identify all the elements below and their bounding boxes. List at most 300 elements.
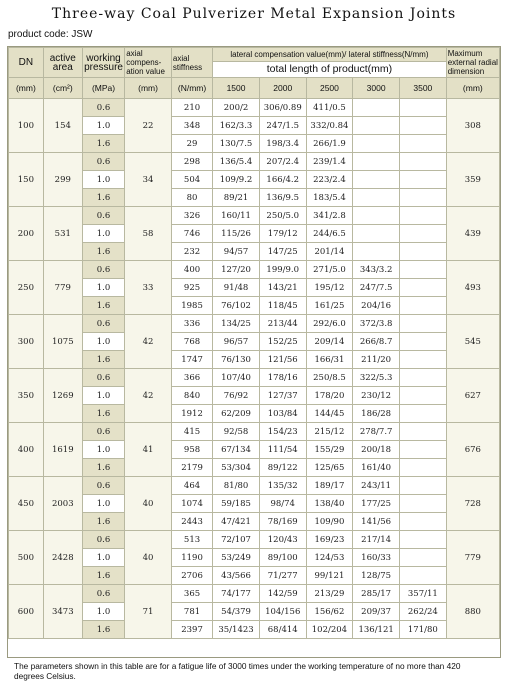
lateral-cell xyxy=(399,459,446,477)
pressure-cell: 1.6 xyxy=(82,459,124,477)
unit-pressure: (MPa) xyxy=(82,78,124,99)
table-row xyxy=(9,207,500,225)
pressure-cell: 0.6 xyxy=(82,315,124,333)
lateral-cell: 341/2.8 xyxy=(306,207,353,225)
axial-comp-cell: 42 xyxy=(125,369,172,423)
lateral-cell xyxy=(399,549,446,567)
lateral-cell xyxy=(399,477,446,495)
radial-cell: 676 xyxy=(446,423,499,477)
lateral-cell: 125/65 xyxy=(306,459,353,477)
footnote: The parameters shown in this table are for a fatigue life of 3000 times under the working temperature of no more than 420 degrees Celsius. xyxy=(14,661,461,681)
pressure-cell: 1.0 xyxy=(82,171,124,189)
lateral-cell: 91/48 xyxy=(213,279,260,297)
lateral-cell xyxy=(399,405,446,423)
lateral-cell: 160/33 xyxy=(353,549,400,567)
lateral-cell: 155/29 xyxy=(306,441,353,459)
pressure-cell: 1.6 xyxy=(82,351,124,369)
lateral-cell: 357/11 xyxy=(399,585,446,603)
lateral-cell: 47/421 xyxy=(213,513,260,531)
lateral-cell: 127/20 xyxy=(213,261,260,279)
lateral-cell: 198/3.4 xyxy=(259,135,306,153)
lateral-cell: 107/40 xyxy=(213,369,260,387)
dn-cell: 350 xyxy=(9,369,44,423)
lateral-cell xyxy=(399,243,446,261)
lateral-cell: 96/57 xyxy=(213,333,260,351)
lateral-cell: 76/102 xyxy=(213,297,260,315)
axial-stiffness-cell: 746 xyxy=(171,225,212,243)
lateral-cell xyxy=(399,153,446,171)
lateral-cell: 217/14 xyxy=(353,531,400,549)
lateral-cell: 89/21 xyxy=(213,189,260,207)
lateral-cell xyxy=(353,99,400,117)
lateral-cell xyxy=(353,189,400,207)
lateral-cell xyxy=(399,225,446,243)
table-row xyxy=(9,225,500,243)
header-max-radial: Maximum external radial dimension xyxy=(447,49,498,76)
radial-cell: 439 xyxy=(446,207,499,261)
lateral-cell: 35/1423 xyxy=(213,621,260,639)
axial-stiffness-cell: 2706 xyxy=(171,567,212,585)
lateral-cell: 154/23 xyxy=(259,423,306,441)
pressure-cell: 1.6 xyxy=(82,189,124,207)
lateral-cell: 285/17 xyxy=(353,585,400,603)
lateral-cell xyxy=(399,207,446,225)
spec-table-frame xyxy=(7,46,501,658)
axial-stiffness-cell: 1074 xyxy=(171,495,212,513)
lateral-cell: 89/100 xyxy=(259,549,306,567)
table-row xyxy=(9,585,500,603)
lateral-cell: 250/8.5 xyxy=(306,369,353,387)
lateral-cell: 179/12 xyxy=(259,225,306,243)
axial-comp-cell: 22 xyxy=(125,99,172,153)
lateral-cell: 199/9.0 xyxy=(259,261,306,279)
lateral-cell xyxy=(399,495,446,513)
lateral-cell: 127/37 xyxy=(259,387,306,405)
dn-cell: 500 xyxy=(9,531,44,585)
lateral-cell: 62/209 xyxy=(213,405,260,423)
lateral-cell: 130/7.5 xyxy=(213,135,260,153)
lateral-cell: 102/204 xyxy=(306,621,353,639)
table-row xyxy=(9,477,500,495)
axial-stiffness-cell: 326 xyxy=(171,207,212,225)
table-row xyxy=(9,513,500,531)
length-2000: 2000 xyxy=(259,78,306,99)
axial-stiffness-cell: 1985 xyxy=(171,297,212,315)
radial-cell: 545 xyxy=(446,315,499,369)
lateral-cell: 147/25 xyxy=(259,243,306,261)
lateral-cell: 134/25 xyxy=(213,315,260,333)
lateral-cell: 166/4.2 xyxy=(259,171,306,189)
header-dn: DN xyxy=(9,48,44,78)
table-row xyxy=(9,261,500,279)
axial-stiffness-cell: 80 xyxy=(171,189,212,207)
table-row xyxy=(9,189,500,207)
area-cell: 154 xyxy=(43,99,82,153)
lateral-cell: 183/5.4 xyxy=(306,189,353,207)
lateral-cell: 278/7.7 xyxy=(353,423,400,441)
axial-stiffness-cell: 365 xyxy=(171,585,212,603)
spec-table xyxy=(8,47,500,639)
pressure-cell: 0.6 xyxy=(82,99,124,117)
table-body xyxy=(9,99,500,639)
lateral-cell: 186/28 xyxy=(353,405,400,423)
lateral-cell: 195/12 xyxy=(306,279,353,297)
lateral-cell: 166/31 xyxy=(306,351,353,369)
lateral-cell xyxy=(399,261,446,279)
lateral-cell: 160/11 xyxy=(213,207,260,225)
header-working-pressure: working pressure xyxy=(82,48,124,78)
lateral-cell: 124/53 xyxy=(306,549,353,567)
lateral-cell xyxy=(399,333,446,351)
lateral-cell: 250/5.0 xyxy=(259,207,306,225)
lateral-cell: 162/3.3 xyxy=(213,117,260,135)
lateral-cell: 135/32 xyxy=(259,477,306,495)
header-axial-comp: axial compens- ation value xyxy=(125,48,172,78)
axial-stiffness-cell: 415 xyxy=(171,423,212,441)
lateral-cell: 207/2.4 xyxy=(259,153,306,171)
radial-cell: 493 xyxy=(446,261,499,315)
dn-cell: 600 xyxy=(9,585,44,639)
radial-cell: 779 xyxy=(446,531,499,585)
lateral-cell: 177/25 xyxy=(353,495,400,513)
dn-cell: 400 xyxy=(9,423,44,477)
table-row xyxy=(9,117,500,135)
lateral-cell: 121/56 xyxy=(259,351,306,369)
axial-stiffness-cell: 464 xyxy=(171,477,212,495)
pressure-cell: 0.6 xyxy=(82,585,124,603)
pressure-cell: 1.6 xyxy=(82,135,124,153)
lateral-cell xyxy=(399,297,446,315)
table-row xyxy=(9,315,500,333)
axial-comp-cell: 34 xyxy=(125,153,172,207)
pressure-cell: 0.6 xyxy=(82,261,124,279)
pressure-cell: 1.6 xyxy=(82,243,124,261)
table-row xyxy=(9,531,500,549)
table-row xyxy=(9,297,500,315)
dn-cell: 450 xyxy=(9,477,44,531)
lateral-cell: 59/185 xyxy=(213,495,260,513)
area-cell: 1269 xyxy=(43,369,82,423)
axial-stiffness-cell: 781 xyxy=(171,603,212,621)
lateral-cell: 204/16 xyxy=(353,297,400,315)
area-cell: 299 xyxy=(43,153,82,207)
lateral-cell: 138/40 xyxy=(306,495,353,513)
axial-stiffness-cell: 298 xyxy=(171,153,212,171)
axial-comp-cell: 41 xyxy=(125,423,172,477)
axial-comp-cell: 58 xyxy=(125,207,172,261)
lateral-cell xyxy=(399,513,446,531)
pressure-cell: 1.0 xyxy=(82,333,124,351)
length-2500: 2500 xyxy=(306,78,353,99)
lateral-cell: 78/169 xyxy=(259,513,306,531)
lateral-cell: 92/58 xyxy=(213,423,260,441)
area-cell: 2428 xyxy=(43,531,82,585)
lateral-cell xyxy=(399,279,446,297)
lateral-cell: 372/3.8 xyxy=(353,315,400,333)
axial-comp-cell: 40 xyxy=(125,531,172,585)
lateral-cell xyxy=(353,171,400,189)
lateral-cell: 94/57 xyxy=(213,243,260,261)
lateral-cell: 68/414 xyxy=(259,621,306,639)
lateral-cell: 262/24 xyxy=(399,603,446,621)
lateral-cell: 144/45 xyxy=(306,405,353,423)
axial-stiffness-cell: 210 xyxy=(171,99,212,117)
lateral-cell: 136/121 xyxy=(353,621,400,639)
dn-cell: 250 xyxy=(9,261,44,315)
page-title: Three-way Coal Pulverizer Metal Expansion Joints xyxy=(51,6,457,22)
axial-comp-cell: 42 xyxy=(125,315,172,369)
lateral-cell: 109/90 xyxy=(306,513,353,531)
axial-stiffness-cell: 29 xyxy=(171,135,212,153)
lateral-cell: 128/75 xyxy=(353,567,400,585)
table-row xyxy=(9,153,500,171)
lateral-cell: 266/8.7 xyxy=(353,333,400,351)
axial-stiffness-cell: 768 xyxy=(171,333,212,351)
lateral-cell: 141/56 xyxy=(353,513,400,531)
lateral-cell xyxy=(399,441,446,459)
pressure-cell: 1.6 xyxy=(82,513,124,531)
lateral-cell: 223/2.4 xyxy=(306,171,353,189)
length-1500: 1500 xyxy=(213,78,260,99)
lateral-cell: 111/54 xyxy=(259,441,306,459)
lateral-cell: 136/5.4 xyxy=(213,153,260,171)
lateral-cell: 211/20 xyxy=(353,351,400,369)
pressure-cell: 1.0 xyxy=(82,387,124,405)
axial-comp-cell: 40 xyxy=(125,477,172,531)
lateral-cell: 209/37 xyxy=(353,603,400,621)
axial-stiffness-cell: 504 xyxy=(171,171,212,189)
axial-stiffness-cell: 1190 xyxy=(171,549,212,567)
table-row xyxy=(9,243,500,261)
lateral-cell: 161/40 xyxy=(353,459,400,477)
radial-cell: 728 xyxy=(446,477,499,531)
header-active-area: active area xyxy=(43,48,82,78)
axial-stiffness-cell: 2443 xyxy=(171,513,212,531)
lateral-cell: 53/249 xyxy=(213,549,260,567)
lateral-cell: 271/5.0 xyxy=(306,261,353,279)
product-code: product code: JSW xyxy=(8,29,93,40)
lateral-cell: 136/9.5 xyxy=(259,189,306,207)
lateral-cell: 209/14 xyxy=(306,333,353,351)
table-row xyxy=(9,351,500,369)
lateral-cell: 54/379 xyxy=(213,603,260,621)
lateral-cell xyxy=(399,189,446,207)
table-row xyxy=(9,549,500,567)
lateral-cell xyxy=(399,531,446,549)
lateral-cell: 247/7.5 xyxy=(353,279,400,297)
lateral-cell: 201/14 xyxy=(306,243,353,261)
radial-cell: 308 xyxy=(446,99,499,153)
length-3000: 3000 xyxy=(353,78,400,99)
lateral-cell: 120/43 xyxy=(259,531,306,549)
lateral-cell: 343/3.2 xyxy=(353,261,400,279)
area-cell: 3473 xyxy=(43,585,82,639)
table-row xyxy=(9,135,500,153)
pressure-cell: 1.0 xyxy=(82,117,124,135)
lateral-cell: 81/80 xyxy=(213,477,260,495)
lateral-cell: 189/17 xyxy=(306,477,353,495)
lateral-cell: 72/107 xyxy=(213,531,260,549)
area-cell: 1075 xyxy=(43,315,82,369)
lateral-cell: 306/0.89 xyxy=(259,99,306,117)
lateral-cell: 213/44 xyxy=(259,315,306,333)
lateral-cell: 200/2 xyxy=(213,99,260,117)
table-row xyxy=(9,333,500,351)
lateral-cell xyxy=(353,153,400,171)
lateral-cell: 43/566 xyxy=(213,567,260,585)
lateral-cell xyxy=(399,171,446,189)
lateral-cell: 171/80 xyxy=(399,621,446,639)
table-row xyxy=(9,387,500,405)
pressure-cell: 1.0 xyxy=(82,549,124,567)
lateral-cell: 71/277 xyxy=(259,567,306,585)
pressure-cell: 0.6 xyxy=(82,207,124,225)
lateral-cell xyxy=(353,117,400,135)
pressure-cell: 0.6 xyxy=(82,423,124,441)
lateral-cell: 161/25 xyxy=(306,297,353,315)
lateral-cell xyxy=(353,135,400,153)
dn-cell: 200 xyxy=(9,207,44,261)
dn-cell: 100 xyxy=(9,99,44,153)
pressure-cell: 0.6 xyxy=(82,153,124,171)
dn-cell: 150 xyxy=(9,153,44,207)
lateral-cell: 169/23 xyxy=(306,531,353,549)
lateral-cell xyxy=(399,315,446,333)
axial-comp-cell: 71 xyxy=(125,585,172,639)
axial-stiffness-cell: 2179 xyxy=(171,459,212,477)
lateral-cell: 230/12 xyxy=(353,387,400,405)
lateral-cell xyxy=(399,567,446,585)
axial-stiffness-cell: 2397 xyxy=(171,621,212,639)
area-cell: 2003 xyxy=(43,477,82,531)
unit-axial-stiffness: (N/mm) xyxy=(171,78,212,99)
lateral-cell: 332/0.84 xyxy=(306,117,353,135)
lateral-cell: 178/20 xyxy=(306,387,353,405)
radial-cell: 359 xyxy=(446,153,499,207)
lateral-cell: 103/84 xyxy=(259,405,306,423)
lateral-cell: 99/121 xyxy=(306,567,353,585)
pressure-cell: 1.6 xyxy=(82,297,124,315)
pressure-cell: 1.0 xyxy=(82,279,124,297)
area-cell: 779 xyxy=(43,261,82,315)
area-cell: 1619 xyxy=(43,423,82,477)
lateral-cell: 243/11 xyxy=(353,477,400,495)
lateral-cell: 244/6.5 xyxy=(306,225,353,243)
lateral-cell xyxy=(353,207,400,225)
area-cell: 531 xyxy=(43,207,82,261)
lateral-cell: 115/26 xyxy=(213,225,260,243)
table-row xyxy=(9,423,500,441)
lateral-cell: 247/1.5 xyxy=(259,117,306,135)
table-header xyxy=(9,48,500,99)
length-3500: 3500 xyxy=(399,78,446,99)
lateral-cell: 67/134 xyxy=(213,441,260,459)
table-row xyxy=(9,621,500,639)
pressure-cell: 0.6 xyxy=(82,477,124,495)
lateral-cell xyxy=(353,225,400,243)
lateral-cell xyxy=(353,243,400,261)
header-total-length: total length of product(mm) xyxy=(213,62,447,78)
pressure-cell: 1.0 xyxy=(82,225,124,243)
lateral-cell: 104/156 xyxy=(259,603,306,621)
lateral-cell: 213/29 xyxy=(306,585,353,603)
lateral-cell: 53/304 xyxy=(213,459,260,477)
axial-comp-cell: 33 xyxy=(125,261,172,315)
lateral-cell: 142/59 xyxy=(259,585,306,603)
table-row xyxy=(9,99,500,117)
lateral-cell: 292/6.0 xyxy=(306,315,353,333)
pressure-cell: 1.0 xyxy=(82,495,124,513)
lateral-cell xyxy=(399,99,446,117)
table-row xyxy=(9,369,500,387)
axial-stiffness-cell: 336 xyxy=(171,315,212,333)
pressure-cell: 1.0 xyxy=(82,603,124,621)
table-row xyxy=(9,603,500,621)
lateral-cell: 266/1.9 xyxy=(306,135,353,153)
unit-axial-comp: (mm) xyxy=(125,78,172,99)
lateral-cell xyxy=(399,117,446,135)
lateral-cell: 239/1.4 xyxy=(306,153,353,171)
axial-stiffness-cell: 400 xyxy=(171,261,212,279)
table-row xyxy=(9,441,500,459)
table-row xyxy=(9,567,500,585)
axial-stiffness-cell: 925 xyxy=(171,279,212,297)
table-row xyxy=(9,279,500,297)
table-row xyxy=(9,459,500,477)
unit-area: (cm²) xyxy=(43,78,82,99)
header-lateral: lateral compensation value(mm)/ lateral stiffness(N/mm) xyxy=(213,48,447,62)
axial-stiffness-cell: 366 xyxy=(171,369,212,387)
axial-stiffness-cell: 840 xyxy=(171,387,212,405)
axial-stiffness-cell: 1912 xyxy=(171,405,212,423)
radial-cell: 627 xyxy=(446,369,499,423)
lateral-cell: 109/9.2 xyxy=(213,171,260,189)
radial-cell: 880 xyxy=(446,585,499,639)
lateral-cell xyxy=(399,351,446,369)
pressure-cell: 0.6 xyxy=(82,369,124,387)
lateral-cell xyxy=(399,135,446,153)
unit-dn: (mm) xyxy=(9,78,44,99)
lateral-cell: 215/12 xyxy=(306,423,353,441)
lateral-cell: 118/45 xyxy=(259,297,306,315)
table-row xyxy=(9,171,500,189)
table-row xyxy=(9,495,500,513)
lateral-cell xyxy=(399,423,446,441)
pressure-cell: 0.6 xyxy=(82,531,124,549)
lateral-cell xyxy=(399,369,446,387)
table-row xyxy=(9,405,500,423)
pressure-cell: 1.6 xyxy=(82,621,124,639)
lateral-cell: 98/74 xyxy=(259,495,306,513)
lateral-cell xyxy=(399,387,446,405)
lateral-cell: 89/122 xyxy=(259,459,306,477)
header-axial-stiffness: axial stiffness xyxy=(171,48,212,78)
axial-stiffness-cell: 513 xyxy=(171,531,212,549)
lateral-cell: 74/177 xyxy=(213,585,260,603)
lateral-cell: 200/18 xyxy=(353,441,400,459)
pressure-cell: 1.0 xyxy=(82,441,124,459)
lateral-cell: 76/130 xyxy=(213,351,260,369)
unit-max-radial: (mm) xyxy=(446,78,499,99)
dn-cell: 300 xyxy=(9,315,44,369)
axial-stiffness-cell: 232 xyxy=(171,243,212,261)
lateral-cell: 76/92 xyxy=(213,387,260,405)
axial-stiffness-cell: 348 xyxy=(171,117,212,135)
pressure-cell: 1.6 xyxy=(82,567,124,585)
lateral-cell: 143/21 xyxy=(259,279,306,297)
lateral-cell: 178/16 xyxy=(259,369,306,387)
axial-stiffness-cell: 1747 xyxy=(171,351,212,369)
